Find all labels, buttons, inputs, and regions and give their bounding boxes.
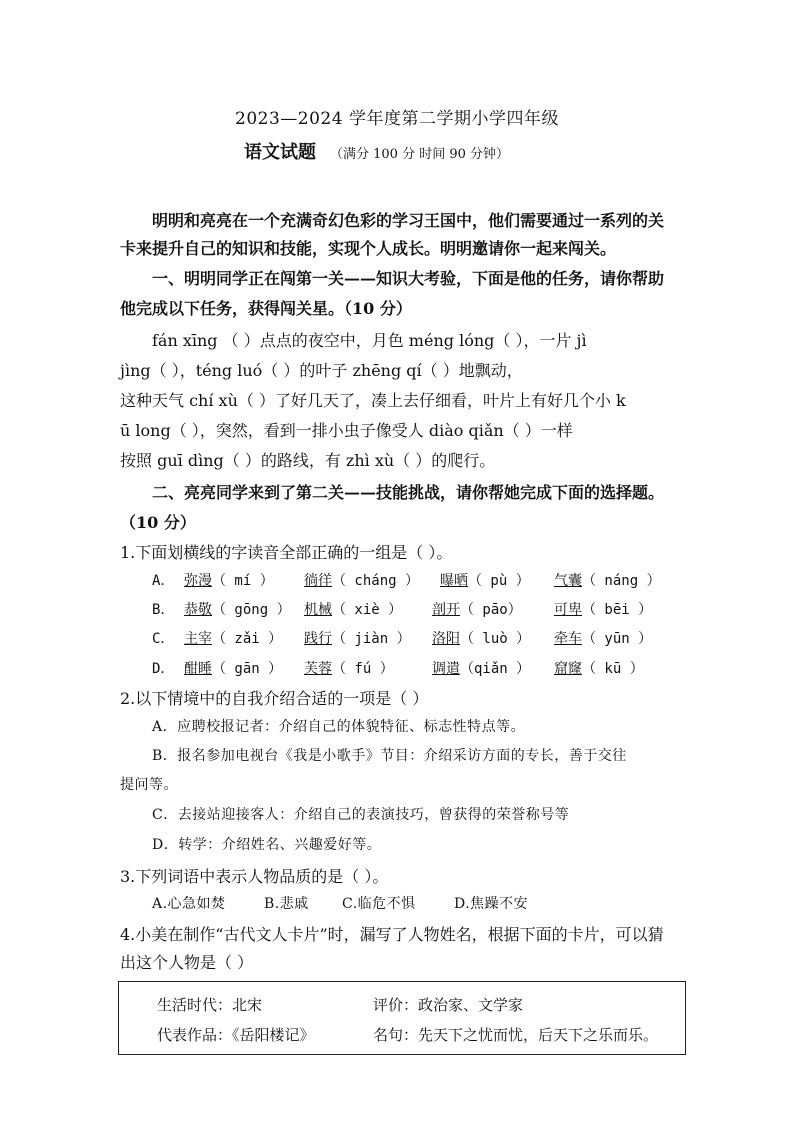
option-label: C． (152, 631, 175, 647)
question-2-option-c: C．去接站迎接客人：介绍自己的表演技巧，曾获得的荣誉称号等 (152, 807, 570, 823)
intro-line-1: 明明和亮亮在一个充满奇幻色彩的学习王国中，他们需要通过一系列的关 (152, 211, 665, 230)
literati-card (118, 981, 686, 1055)
pinyin-passage-line-1: fán xīng （ ）点点的夜空中，月色 méng lóng（ ），一片 jì (152, 331, 587, 350)
option-word: 调遣（qiǎn ） (432, 661, 531, 677)
question-2-option-d: D．转学：介绍姓名、兴趣爱好等。 (152, 837, 382, 853)
pinyin-passage-line-2: jìng（ ），téng luó（ ）的叶子 zhēng qí（ ）地飘动， (120, 361, 523, 380)
option-word: 主宰（ zǎi ） (184, 631, 283, 647)
question-2-stem: 2.以下情境中的自我介绍合适的一项是（ ） (120, 689, 429, 708)
question-4-stem-line-1: 4.小美在制作“古代文人卡片”时，漏写了人物姓名，根据下面的卡片，可以猜 (120, 925, 664, 944)
subject-title (244, 138, 509, 164)
question-1-stem: 1.下面划横线的字读音全部正确的一组是（ ）。 (120, 543, 453, 562)
card-era: 生活时代：北宋 (157, 996, 263, 1014)
question-3-option-c: C.临危不惧 (342, 896, 416, 912)
option-word: 曝晒（ pù ） (440, 573, 530, 589)
option-label: B． (152, 602, 175, 618)
section1-heading-1: 一、明明同学正在闯第一关——知识大考验，下面是他的任务，请你帮助 (152, 269, 665, 288)
question-4-stem-line-2: 出这个人物是（ ） (120, 953, 254, 972)
option-word: 洛阳（ luò ） (432, 631, 531, 647)
option-word: 徜徉（ cháng ） (304, 573, 420, 589)
option-word: 践行（ jiàn ） (304, 631, 411, 647)
card-representative-work: 代表作品：《岳阳楼记》 (157, 1026, 315, 1044)
pinyin-passage-line-3: 这种天气 chí xù（ ）了好几天了，凑上去仔细看，叶片上有好几个小 k (120, 391, 626, 410)
option-word: 窟窿（ kū ） (554, 661, 644, 677)
option-word: 芙蓉（ fú ） (304, 661, 394, 677)
section2-heading-2: （10 分） (120, 513, 196, 532)
exam-title: 2023—2024 学年度第二学期小学四年级 (235, 109, 559, 129)
option-word: 恭敬（ gōng ） (184, 602, 291, 618)
card-evaluation: 评价：政治家、文学家 (373, 996, 524, 1014)
option-word: 酣睡（ gān ） (184, 661, 283, 677)
card-famous-quote: 名句：先天下之忧而忧，后天下之乐而乐。 (373, 1026, 659, 1044)
question-2-option-b-line-2: 提问等。 (120, 777, 178, 793)
option-word: 剖开（ pāo） (432, 602, 522, 618)
section2-heading-1: 二、亮亮同学来到了第二关——技能挑战，请你帮她完成下面的选择题。 (152, 483, 665, 502)
option-label: A． (152, 573, 175, 589)
option-label: D． (152, 661, 175, 677)
option-word: 机械（ xiè ） (304, 602, 403, 618)
option-word: 可卑（ bēi ） (554, 602, 653, 618)
pinyin-passage-line-5: 按照 guī dìng（ ）的路线，有 zhì xù（ ）的爬行。 (120, 451, 496, 470)
question-3-option-d: D.焦躁不安 (454, 896, 529, 912)
option-word: 牵车（ yūn ） (554, 631, 653, 647)
question-3-option-b: B.悲戚 (264, 896, 309, 912)
pinyin-passage-line-4: ū long（ ），突然，看到一排小虫子像受人 diào qiǎn（ ）一样 (120, 421, 573, 440)
score-time-note: （满分 100 分 时间 90 分钟） (330, 147, 510, 162)
question-2-option-b-line-1: B．报名参加电视台《我是小歌手》节目：介绍采访方面的专长，善于交往 (152, 748, 627, 764)
question-3-stem: 3.下列词语中表示人物品质的是（ ）。 (120, 867, 389, 886)
option-word: 气囊（ náng ） (554, 573, 661, 589)
intro-line-2: 卡来提升自己的知识和技能，实现个人成长。明明邀请你一起来闯关。 (120, 239, 617, 258)
question-2-option-a: A．应聘校报记者：介绍自己的体貌特征、标志性特点等。 (152, 719, 526, 735)
subject-name: 语文试题 (244, 142, 316, 163)
question-3-option-a: A.心急如焚 (152, 896, 226, 912)
option-word: 弥漫（ mí ） (184, 573, 274, 589)
section1-heading-2: 他完成以下任务，获得闯关星。（10 分） (120, 299, 412, 318)
